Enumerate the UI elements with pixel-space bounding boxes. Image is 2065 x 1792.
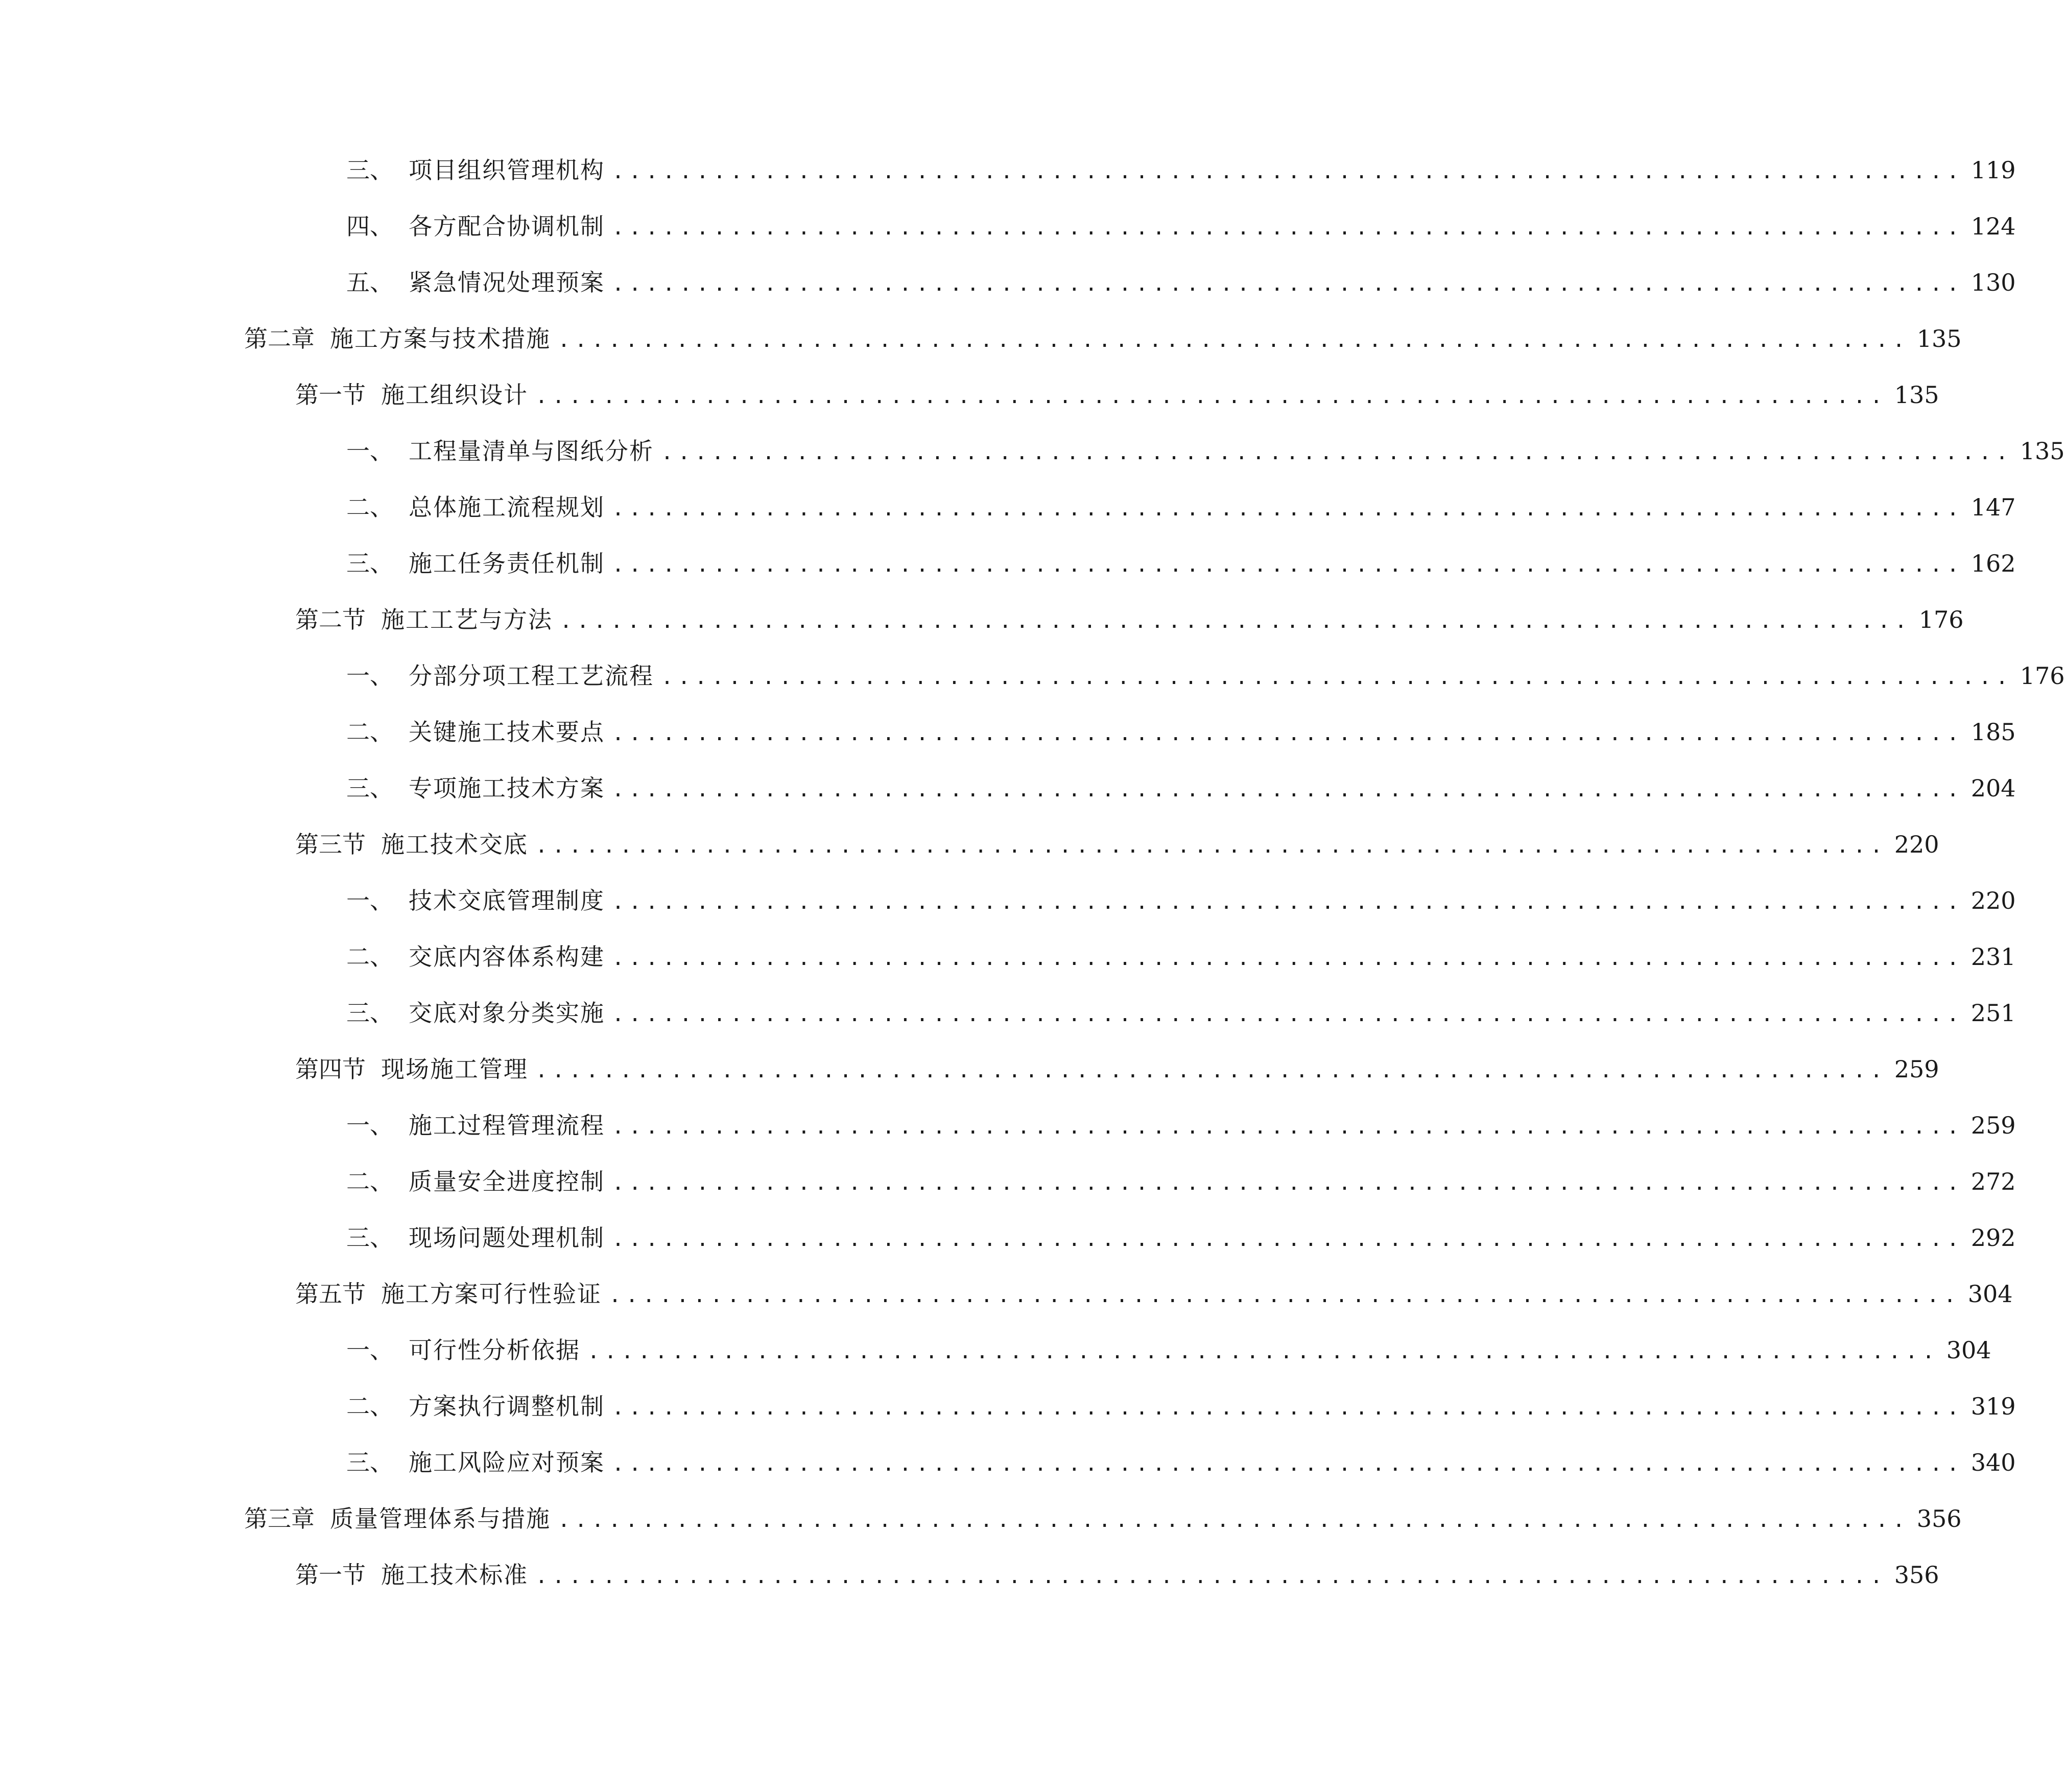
toc-entry[interactable]: [346, 993, 2016, 1033]
toc-entry-title: 施工方案可行性验证: [381, 1280, 602, 1308]
toc-section-entry[interactable]: [295, 374, 1939, 415]
dot-leader: ................................................................................: [612, 1452, 1964, 1476]
toc-entry-page: 251: [1971, 999, 2016, 1027]
dot-leader: ................................................................................: [612, 1228, 1964, 1251]
toc-entry-title: 施工方案与技术措施: [330, 325, 551, 352]
toc-entry-number: 第一节: [295, 1561, 366, 1589]
toc-entry-page: 135: [1916, 325, 1962, 352]
toc-entry-page: 220: [1971, 887, 2016, 914]
toc-entry-number: 一、: [346, 662, 393, 690]
toc-entry-number: 第二节: [295, 606, 366, 633]
toc-entry-title: 可行性分析依据: [409, 1336, 580, 1364]
toc-entry-number: 三、: [346, 1449, 393, 1476]
toc-entry-number: 二、: [346, 1168, 393, 1195]
toc-entry-page: 231: [1971, 943, 2016, 971]
toc-entry-title: 分部分项工程工艺流程: [409, 662, 654, 690]
toc-entry[interactable]: [346, 543, 2016, 584]
toc-entry[interactable]: [346, 880, 2016, 921]
toc-entry-number: 二、: [346, 493, 393, 521]
toc-entry-number: 第一节: [295, 381, 366, 409]
toc-entry-title: 现场施工管理: [381, 1055, 528, 1083]
toc-entry-title: 施工任务责任机制: [409, 550, 605, 577]
toc-entry-page: 124: [1971, 213, 2016, 240]
toc-entry-title: 交底内容体系构建: [409, 943, 605, 971]
toc-entry-page: 176: [2020, 662, 2065, 690]
toc-entry-page: 340: [1971, 1449, 2016, 1476]
toc-section-entry[interactable]: [295, 1049, 1939, 1090]
toc-entry-title: 交底对象分类实施: [409, 999, 605, 1027]
toc-entry-page: 176: [1918, 606, 1964, 633]
toc-entry-page: 319: [1971, 1393, 2016, 1420]
toc-entry-page: 185: [1971, 718, 2016, 746]
dot-leader: ................................................................................: [612, 160, 1964, 183]
toc-entry[interactable]: [346, 936, 2016, 977]
dot-leader: ................................................................................: [535, 1565, 1887, 1588]
dot-leader: ................................................................................: [661, 666, 2013, 689]
toc-entry-number: 二、: [346, 943, 393, 971]
toc-entry-number: 三、: [346, 999, 393, 1027]
dot-leader: ................................................................................: [612, 947, 1964, 970]
dot-leader: ................................................................................: [612, 1115, 1964, 1139]
toc-entry[interactable]: [346, 1105, 2016, 1146]
toc-entry[interactable]: [346, 712, 2016, 752]
toc-entry-page: 259: [1894, 1055, 1939, 1083]
toc-entry[interactable]: [346, 768, 2016, 809]
toc-entry-number: 一、: [346, 1112, 393, 1139]
toc-entry-number: 二、: [346, 1393, 393, 1420]
toc-entry-title: 总体施工流程规划: [409, 493, 605, 521]
toc-entry-number: 三、: [346, 550, 393, 577]
toc-entry[interactable]: [346, 262, 2016, 303]
dot-leader: ................................................................................: [535, 834, 1887, 858]
toc-entry[interactable]: [346, 1330, 1991, 1371]
toc-entry-page: 292: [1971, 1224, 2016, 1252]
dot-leader: ................................................................................: [612, 272, 1964, 296]
toc-entry[interactable]: [346, 1442, 2016, 1483]
toc-section-entry[interactable]: [295, 1554, 1939, 1595]
toc-entry-title: 工程量清单与图纸分析: [409, 437, 654, 465]
toc-entry-number: 第四节: [295, 1055, 366, 1083]
toc-entry-number: 五、: [346, 269, 393, 296]
dot-leader: ................................................................................: [558, 1508, 1910, 1532]
toc-entry-number: 第三节: [295, 831, 366, 858]
toc-entry-page: 119: [1971, 156, 2016, 184]
toc-entry[interactable]: [346, 655, 2065, 696]
toc-entry-title: 施工风险应对预案: [409, 1449, 605, 1476]
toc-entry-page: 259: [1971, 1112, 2016, 1139]
toc-entry-title: 质量安全进度控制: [409, 1168, 605, 1195]
toc-entry-page: 162: [1971, 550, 2016, 577]
toc-entry-title: 施工技术标准: [381, 1561, 528, 1589]
dot-leader: ................................................................................: [612, 1171, 1964, 1195]
dot-leader: ................................................................................: [587, 1340, 1939, 1363]
toc-section-entry[interactable]: [295, 1274, 2013, 1314]
toc-entry-title: 质量管理体系与措施: [330, 1505, 551, 1532]
toc-entry-number: 三、: [346, 1224, 393, 1252]
toc-entry-number: 四、: [346, 213, 393, 240]
toc-entry[interactable]: [346, 1386, 2016, 1427]
toc-entry-number: 三、: [346, 774, 393, 802]
toc-entry-title: 施工工艺与方法: [381, 606, 553, 633]
toc-entry-title: 关键施工技术要点: [409, 718, 605, 746]
dot-leader: ................................................................................: [609, 1284, 1961, 1307]
dot-leader: ................................................................................: [612, 553, 1964, 577]
toc-entry[interactable]: [346, 487, 2016, 528]
toc-entry-page: 304: [1946, 1336, 1991, 1364]
toc-entry-page: 135: [2020, 437, 2065, 465]
toc-chapter-entry[interactable]: [244, 318, 1962, 359]
toc-entry-page: 356: [1894, 1561, 1939, 1589]
dot-leader: ................................................................................: [558, 328, 1910, 352]
toc-entry-number: 一、: [346, 437, 393, 465]
dot-leader: ................................................................................: [612, 216, 1964, 240]
toc-section-entry[interactable]: [295, 599, 1964, 640]
toc-entry-page: 220: [1894, 831, 1939, 858]
toc-entry[interactable]: [346, 1161, 2016, 1202]
toc-entry[interactable]: [346, 206, 2016, 247]
toc-entry[interactable]: [346, 1217, 2016, 1258]
dot-leader: ................................................................................: [560, 609, 1912, 633]
toc-entry-number: 一、: [346, 887, 393, 914]
dot-leader: ................................................................................: [612, 1396, 1964, 1420]
toc-entry-page: 356: [1916, 1505, 1962, 1532]
toc-entry-title: 现场问题处理机制: [409, 1224, 605, 1252]
dot-leader: ................................................................................: [612, 890, 1964, 914]
toc-entry[interactable]: [346, 431, 2065, 471]
toc-entry-page: 272: [1971, 1168, 2016, 1195]
toc-entry-title: 技术交底管理制度: [409, 887, 605, 914]
toc-entry-title: 各方配合协调机制: [409, 213, 605, 240]
dot-leader: ................................................................................: [612, 778, 1964, 801]
toc-entry-page: 204: [1971, 774, 2016, 802]
toc-section-entry[interactable]: [295, 824, 1939, 865]
toc-entry-title: 施工过程管理流程: [409, 1112, 605, 1139]
dot-leader: ................................................................................: [661, 441, 2013, 464]
toc-entry-number: 第五节: [295, 1280, 366, 1308]
toc-entry-title: 项目组织管理机构: [409, 156, 605, 184]
dot-leader: ................................................................................: [612, 497, 1964, 521]
toc-entry-title: 专项施工技术方案: [409, 774, 605, 802]
dot-leader: ................................................................................: [612, 1003, 1964, 1026]
toc-entry-page: 147: [1971, 493, 2016, 521]
toc-entry-title: 施工组织设计: [381, 381, 528, 409]
toc-entry-number: 三、: [346, 156, 393, 184]
toc-entry-page: 130: [1971, 269, 2016, 296]
toc-entry-number: 一、: [346, 1336, 393, 1364]
toc-entry-title: 方案执行调整机制: [409, 1393, 605, 1420]
toc-entry-number: 二、: [346, 718, 393, 746]
toc-entry-number: 第二章: [244, 325, 315, 352]
toc-entry-number: 第三章: [244, 1505, 315, 1532]
toc-entry-title: 施工技术交底: [381, 831, 528, 858]
dot-leader: ................................................................................: [612, 722, 1964, 745]
toc-entry-page: 135: [1894, 381, 1939, 409]
toc-entry[interactable]: [346, 150, 2016, 191]
toc-entry-page: 304: [1967, 1280, 2013, 1308]
toc-chapter-entry[interactable]: [244, 1498, 1962, 1539]
dot-leader: ................................................................................: [535, 385, 1887, 408]
dot-leader: ................................................................................: [535, 1059, 1887, 1082]
toc-entry-title: 紧急情况处理预案: [409, 269, 605, 296]
